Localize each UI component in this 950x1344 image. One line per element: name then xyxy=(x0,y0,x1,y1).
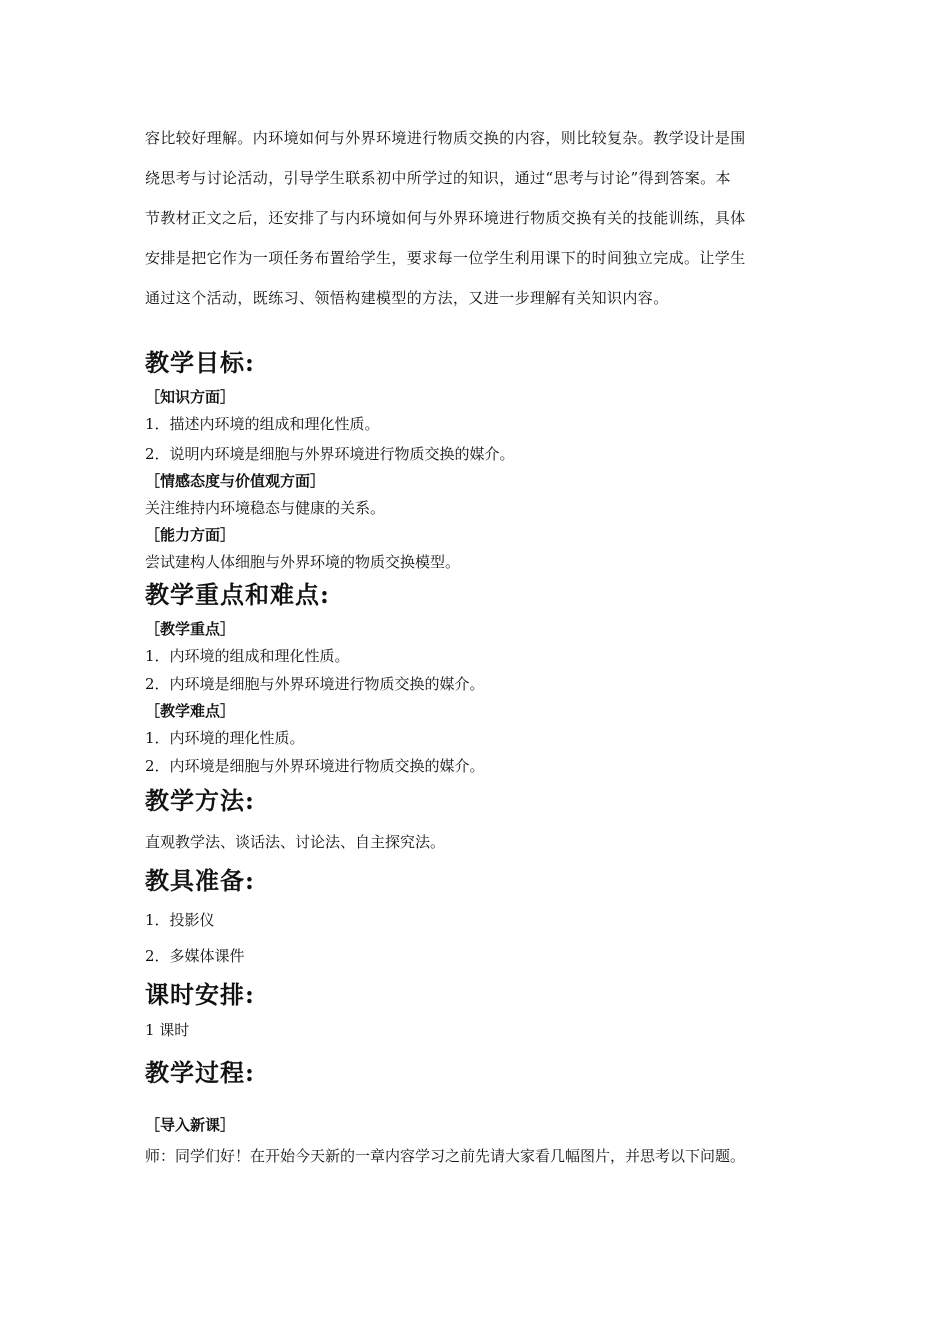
intro-line: 节教材正文之后，还安排了与内环境如何与外界环境进行物质交换有关的技能训练，具体 xyxy=(145,209,746,227)
ability-label: ［能力方面］ xyxy=(145,526,236,544)
list-item: 1．描述内环境的组成和理化性质。 xyxy=(145,415,380,433)
intro-lesson-text: 师：同学们好！在开始今天新的一章内容学习之前先请大家看几幅图片，并思考以下问题。 xyxy=(145,1147,746,1165)
tools-heading: 教具准备: xyxy=(145,866,255,895)
list-item: 1．内环境的组成和理化性质。 xyxy=(145,647,350,665)
ability-text: 尝试建构人体细胞与外界环境的物质交换模型。 xyxy=(145,553,461,571)
list-item: 1．投影仪 xyxy=(145,911,215,929)
intro-paragraph xyxy=(145,118,813,318)
intro-lesson-label: ［导入新课］ xyxy=(145,1116,236,1134)
intro-line: 安排是把它作为一项任务布置给学生，要求每一位学生利用课下的时间独立完成。让学生 xyxy=(145,249,746,267)
list-item: 1．内环境的理化性质。 xyxy=(145,729,305,747)
emotion-text: 关注维持内环境稳态与健康的关系。 xyxy=(145,499,386,517)
objectives-heading: 教学目标: xyxy=(145,348,255,377)
intro-line: 容比较好理解。内环境如何与外界环境进行物质交换的内容，则比较复杂。教学设计是围 xyxy=(145,129,746,147)
list-item: 2．内环境是细胞与外界环境进行物质交换的媒介。 xyxy=(145,675,485,693)
knowledge-label: ［知识方面］ xyxy=(145,388,236,406)
list-item: 2．内环境是细胞与外界环境进行物质交换的媒介。 xyxy=(145,757,485,775)
intro-line: 绕思考与讨论活动，引导学生联系初中所学过的知识，通过“思考与讨论”得到答案。本 xyxy=(145,169,731,187)
schedule-heading: 课时安排: xyxy=(145,980,255,1009)
intro-line: 通过这个活动，既练习、领悟构建模型的方法，又进一步理解有关知识内容。 xyxy=(145,289,669,307)
list-item: 2．多媒体课件 xyxy=(145,947,245,965)
difficulty-label: ［教学难点］ xyxy=(145,702,236,720)
document-page xyxy=(145,118,813,1170)
methods-text: 直观教学法、谈话法、讨论法、自主探究法。 xyxy=(145,833,446,851)
emotion-label: ［情感态度与价值观方面］ xyxy=(145,472,326,490)
focus-label: ［教学重点］ xyxy=(145,620,236,638)
list-item: 2．说明内环境是细胞与外界环境进行物质交换的媒介。 xyxy=(145,445,515,463)
process-heading: 教学过程: xyxy=(145,1058,255,1087)
schedule-text: 1 课时 xyxy=(145,1021,190,1039)
key-points-heading: 教学重点和难点: xyxy=(145,580,330,609)
methods-heading: 教学方法: xyxy=(145,786,255,815)
